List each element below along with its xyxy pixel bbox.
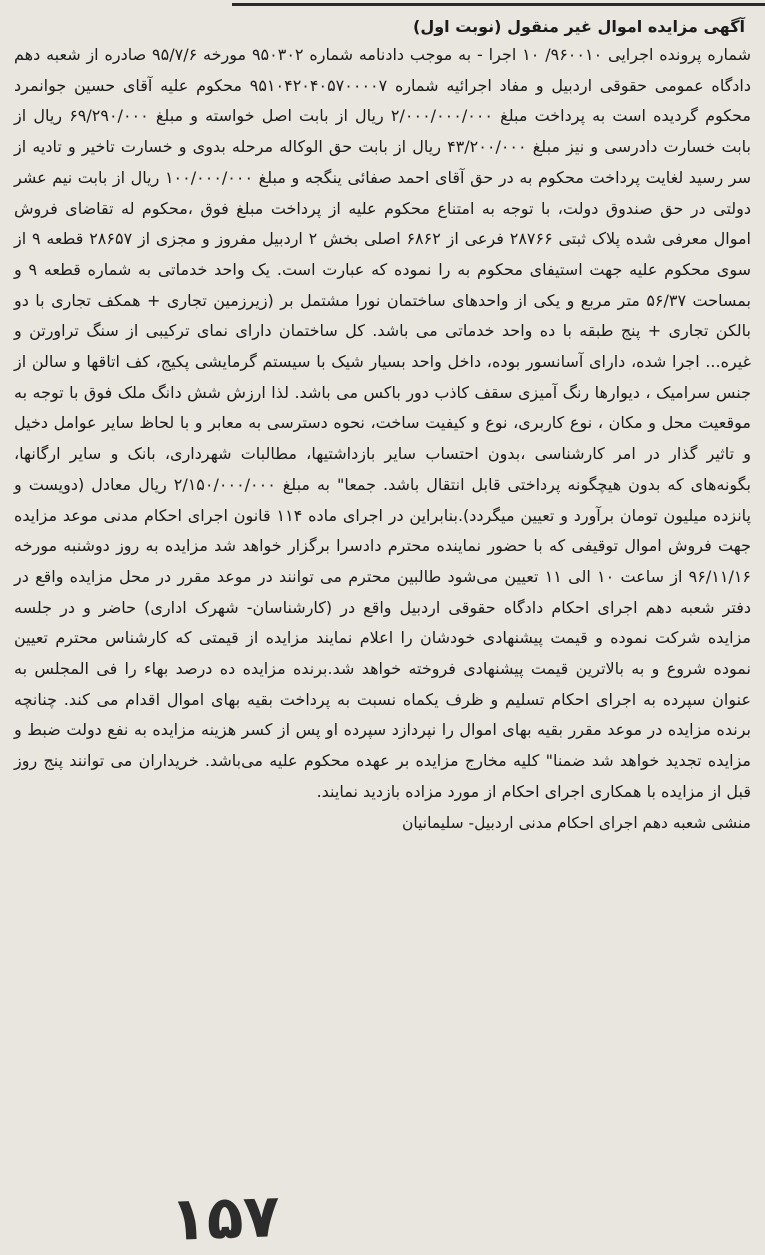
handwritten-stamp-number: ۱۵۷ xyxy=(168,1181,282,1255)
top-divider-rule xyxy=(232,3,765,6)
notice-title: آگهی مزایده اموال غیر منقول (نوبت اول) xyxy=(413,17,745,36)
notice-signature: منشی شعبه دهم اجرای احکام مدنی اردبیل- سلیمانیان xyxy=(402,813,751,832)
notice-body: شماره پرونده اجرایی ۹۶۰۰۱۰/ ۱۰ اجرا - به موجب دادنامه شماره ۹۵۰۳۰۲ مورخه ۹۵/۷/۶ صادره از شعبه دهم دادگاه عمومی حقوقی اردبیل و مفاد اجرائیه شماره ۹۵۱۰۴۲۰۴۰۵۷۰۰۰۰۷ محکوم علیه آقای حسین جوانمرد محکوم گردیده است به پرداخت مبلغ ۲/۰۰۰/۰۰۰/۰۰۰ ریال از بابت اصل خواسته و مبلغ ۶۹/۲۹۰/۰۰۰ ریال از بابت خسارت دادرسی و نیز مبلغ ۴۳/۲۰۰/۰۰۰ ریال از بابت حق الوکاله مرحله بدوی و خسارت تاخیر و تادیه از سر رسید لغایت پرداخت محکوم به در حق آقای احمد صفائی ینگجه و مبلغ ۱۰۰/۰۰۰/۰۰۰ ریال از بابت نیم عشر دولتی در حق صندوق دولت، با توجه به امتناع محکوم علیه از پرداخت مبلغ فوق ،محکوم له تقاضای فروش اموال معرفی شده پلاک ثبتی ۲۸۷۶۶ فرعی از ۶۸۶۲ اصلی بخش ۲ اردبیل مفروز و مجزی از ۲۸۶۵۷ قطعه ۹ از سوی محکوم علیه جهت استیفای محکوم به را نموده که عبارت است. یک واحد خدماتی به شماره قطعه ۹ و بمساحت ۵۶/۳۷ متر مربع و یکی از واحدهای ساختمان نورا مشتمل بر (زیرزمین تجاری + همکف تجاری با دو بالکن تجاری + پنج طبقه با ده واحد خدماتی می باشد. کل ساختمان دارای نمای ترکیبی از سنگ تراورتن و غیره... اجرا شده، دارای آسانسور بوده، داخل واحد بسیار شیک با سیستم گرمایشی پکیج، کف اتاقها و سالن از جنس سرامیک ، دیوارها رنگ آمیزی سقف کاذب دور باکس می باشد. لذا ارزش شش دانگ ملک فوق با توجه به موقعیت محل و مکان ، نوع کاربری، نوع و کیفیت ساخت، نحوه دسترسی به معابر و با لحاظ سایر عوامل دخیل و تاثیر گذار در امر کارشناسی ،بدون احتساب سایر بازداشتیها، مطالبات شهرداری، بانک و سایر ارگانها، بگونه‌های که بدون هیچگونه پرداختی قابل انتقال باشد. جمعا" به مبلغ ۲/۱۵۰/۰۰۰/۰۰۰ ریال معادل (دویست و پانزده میلیون تومان برآورد و تعیین میگردد).بنابراین در اجرای ماده ۱۱۴ قانون اجرای احکام مدنی موعد مزایده جهت فروش اموال توقیفی که با حضور نماینده محترم دادسرا برگزار خواهد شد مزایده به روز دوشنبه مورخه ۹۶/۱۱/۱۶ از ساعت ۱۰ الی ۱۱ تعیین می‌شود طالبین محترم می توانند در موعد مقرر در محل مزایده واقع در دفتر شعبه دهم اجرای احکام دادگاه حقوقی اردبیل واقع در (کارشناسان- شهرک اداری) حاضر و در جلسه مزایده شرکت نموده و قیمت پیشنهادی خودشان را اعلام نمایند مزایده از قیمتی که کارشناس محترم تعیین نموده شروع و به بالاترین قیمت پیشنهادی فروخته خواهد شد.برنده مزایده ده درصد بهاء را فی المجلس به عنوان سپرده به اجرای احکام تسلیم و ظرف یکماه نسبت به پرداخت بقیه بهای اموال اقدام می کند. چنانچه برنده مزایده در موعد مقرر بقیه بهای اموال را نپردازد سپرده او پس از کسر هزینه مزایده به نفع دولت ضبط و مزایده تجدید خواهد شد ضمنا" کلیه مخارج مزایده بر عهده محکوم علیه می‌باشد. خریداران می توانند پنج روز قبل از مزایده با همکاری اجرای احکام از مورد مزاده بازدید نمایند. xyxy=(14,45,752,801)
auction-notice xyxy=(14,14,751,838)
